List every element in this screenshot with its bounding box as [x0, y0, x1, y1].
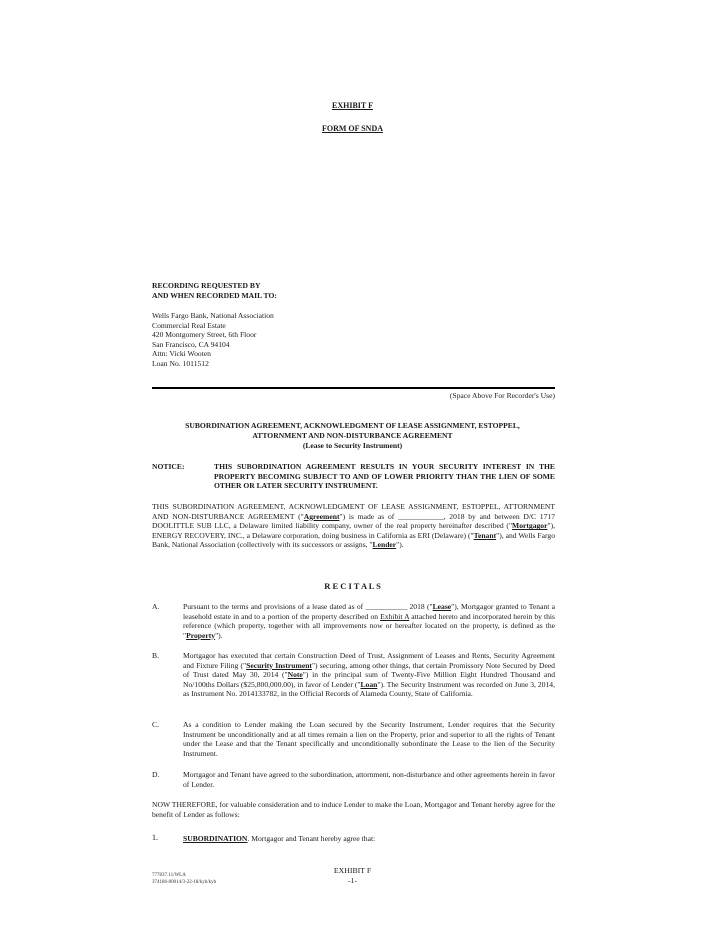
- agreement-title-1: SUBORDINATION AGREEMENT, ACKNOWLEDGMENT OF LEASE ASSIGNMENT, ESTOPPEL,: [185, 421, 520, 430]
- recital-a-text: Pursuant to the terms and provisions of a lease dated as of ___________ 2018 ("Lease"), Mortgagor granted to Tenant a leasehold estate in and to a portion of the property described on Exhibit A attached hereto and incorporated herein by this reference (which property, together with all improvements now or hereafter located on the property, is defined as the "Property").: [183, 602, 555, 640]
- address-line: Attn: Vicki Wooten: [152, 349, 211, 359]
- recital-c-letter: C.: [152, 720, 159, 729]
- recorder-divider: [152, 387, 555, 389]
- footer-doc-id-2: 374186-00014/3-22-18/kyb/kyb: [152, 880, 217, 885]
- exhibit-a-ref: Exhibit A: [380, 611, 410, 621]
- section-1-number: 1.: [152, 833, 158, 842]
- footer-doc-id-1: 777837.11/WLA: [152, 873, 186, 878]
- property-term: Property: [186, 630, 216, 640]
- note-term: Note: [287, 670, 303, 680]
- recording-address: [152, 311, 274, 369]
- footer-exhibit: EXHIBIT F: [333, 866, 372, 875]
- recital-d-text: Mortgagor and Tenant have agreed to the subordination, attornment, non-disturbance and other agreements herein in favor of Lender.: [183, 770, 555, 789]
- page-number: -1-: [347, 876, 358, 885]
- address-line: San Francisco, CA 94104: [152, 339, 230, 349]
- recital-b-text: Mortgagor has executed that certain Construction Deed of Trust, Assignment of Leases and Rents, Security Agreement and Fixture Filing ("Security Instrument") securing, among other things, that certain Promissory Note Secured by Deed of Trust dated May 30, 2014 ("Note") in the principal sum of Twenty-Five Million Eight Hundred Thousand and No/100ths Dollars ($25,800,000.00), in favor of Lender ("Loan"). The Security Instrument was recorded on June 3, 2014, as Instrument No. 2014133782, in the Official Records of Alameda County, State of California.: [183, 651, 556, 699]
- lender-term: Lender: [372, 540, 397, 550]
- notice-label: NOTICE:: [152, 462, 185, 471]
- address-line: Commercial Real Estate: [152, 320, 226, 330]
- notice-text: THIS SUBORDINATION AGREEMENT RESULTS IN YOUR SECURITY INTEREST IN THE PROPERTY BECOMING SUBJECT TO AND OF LOWER PRIORITY THAN THE LIEN OF SOME OTHER OR LATER SECURITY INSTRUMENT.: [214, 462, 555, 491]
- recorder-note: (Space Above For Recorder's Use): [449, 391, 555, 400]
- section-1-heading: SUBORDINATION: [183, 834, 248, 843]
- agreement-term: Agreement: [303, 511, 340, 521]
- address-line: Wells Fargo Bank, National Association: [152, 311, 274, 320]
- recitals-heading: R E C I T A L S: [324, 581, 381, 591]
- intro-paragraph: THIS SUBORDINATION AGREEMENT, ACKNOWLEDGMENT OF LEASE ASSIGNMENT, ESTOPPEL, ATTORNMENT AND NON-DISTURBANCE AGREEMENT ("Agreement") is made as of ____________, 2018 by and between D/C 1717 DOOLITTLE SUB LLC, a Delaware limited liability company, owner of the real property hereinafter described ("Mortgagor"), ENERGY RECOVERY, INC., a Delaware corporation, doing business in California as ERI (Delaware) ("Tenant"), and Wells Fargo Bank, National Association (collectively with its successors or assigns, "Lender").: [152, 502, 555, 550]
- section-1-text: . Mortgagor and Tenant hereby agree that:: [247, 834, 376, 843]
- lease-term: Lease: [432, 602, 452, 611]
- security-instrument-term: Security Instrument: [246, 660, 312, 670]
- form-title: FORM OF SNDA: [321, 124, 384, 133]
- agreement-title-3: (Lease to Security Instrument): [302, 441, 403, 450]
- recording-heading-1: RECORDING REQUESTED BY: [152, 281, 261, 290]
- exhibit-heading: EXHIBIT F: [332, 101, 373, 110]
- agreement-title-2: ATTORNMENT AND NON-DISTURBANCE AGREEMENT: [252, 431, 453, 440]
- mortgagor-term: Mortgagor: [512, 521, 548, 531]
- now-therefore-paragraph: NOW THEREFORE, for valuable consideration and to induce Lender to make the Loan, Mortgagor and Tenant hereby agree for the benefit of Lender as follows:: [152, 800, 555, 819]
- recording-heading-2: AND WHEN RECORDED MAIL TO:: [152, 291, 277, 300]
- tenant-term: Tenant: [473, 530, 497, 540]
- section-1: [183, 834, 375, 844]
- recital-c-text: As a condition to Lender making the Loan secured by the Security Instrument, Lender requires that the Security Instrument be unconditionally and at all times remain a lien on the Property, prior and superior to all the rights of Tenant under the Lease and that the Tenant specifically and unconditionally subordinate the Lease to the lien of the Security Instrument.: [183, 720, 555, 758]
- recital-b-letter: B.: [152, 651, 159, 660]
- address-line: 420 Montgomery Street, 6th Floor: [152, 330, 257, 340]
- recital-a-letter: A.: [152, 602, 160, 611]
- loan-term: Loan: [360, 679, 378, 689]
- recital-d-letter: D.: [152, 770, 160, 779]
- address-line: Loan No. 1011512: [152, 358, 209, 368]
